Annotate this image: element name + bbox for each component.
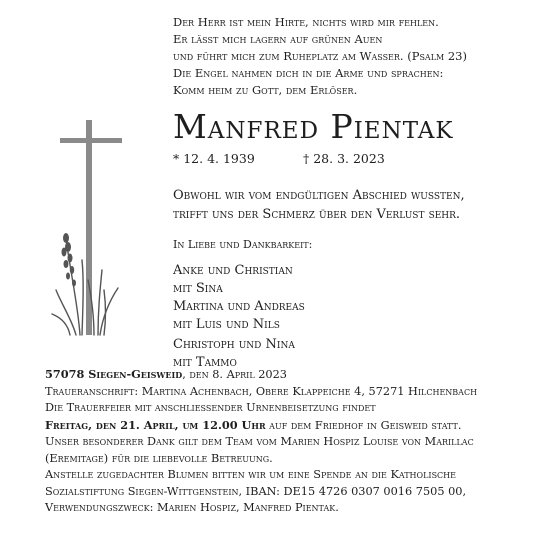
donation-line: Verwendungszweck: Marien Hospiz, Manfred Pientak. [45,501,339,514]
funeral-datetime: Freitag, den 21. April, um 12.00 Uhr [45,417,266,432]
cross-with-grass-illustration [40,120,135,370]
funeral-line: Die Trauerfeier mit anschliessender Urnenbeisetzung findet [45,401,376,414]
family-line: Christoph und Nina [173,337,295,352]
donation-line: Anstelle zugedachter Blumen bitten wir um eine Spende an die Katholische [45,468,456,481]
thanks-line: (Eremitage) für die liebevolle Betreuung. [45,451,273,465]
place-date-line [45,366,477,384]
wheat-ear-icon [62,233,77,287]
psalm-line: und führt mich zum Ruheplatz am Wasser. (Psalm 23) [173,49,467,63]
intro-line: Obwohl wir vom endgültigen Abschied wussten, [173,188,465,203]
family-line: Martina und Andreas [173,299,305,314]
angels-line: Die Engel nahmen dich in die Arme und sprachen: [173,66,444,80]
family-line: mit Tammo [173,355,237,370]
psalm-line: Der Herr ist mein Hirte, nichts wird mir fehlen. [173,15,439,29]
thanks-line: Unser besonderer Dank gilt dem Team vom Marien Hospiz Louise von Marillac [45,435,474,448]
deceased-name: Manfred Pientak [173,107,454,146]
love-line: In Liebe und Dankbarkeit: [173,238,313,251]
death-date: † 28. 3. 2023 [303,151,385,166]
angels-quote [173,65,443,99]
angels-line: Komm heim zu Gott, dem Erlöser. [173,83,358,97]
family-group [173,262,293,298]
intro-line: trifft uns der Schmerz über den Verlust sehr. [173,207,461,222]
psalm-line: Er lässt mich lagern auf grünen Auen [173,32,383,46]
family-line: mit Sina [173,281,223,296]
intro-text [173,186,465,224]
cross-horizontal-beam [60,138,122,143]
place: 57078 Siegen-Geisweid [45,367,183,381]
mourning-address: Traueranschrift: Martina Achenbach, Obere Klappeiche 4, 57271 Hilchenbach [45,384,478,398]
family-line: mit Luis und Nils [173,317,280,332]
footer-info [45,366,477,517]
family-line: Anke und Christian [173,263,293,278]
funeral-location: auf dem Friedhof in Geisweid statt. [265,418,462,432]
family-group [173,298,305,334]
date: , den 8. April 2023 [182,368,287,381]
birth-date: * 12. 4. 1939 [173,151,255,166]
donation-line: Sozialstiftung Siegen-Wittgenstein, IBAN: DE15 4726 0307 0016 7505 00, [45,484,467,498]
psalm-quote [173,14,467,65]
funeral-datetime-line [45,417,477,435]
